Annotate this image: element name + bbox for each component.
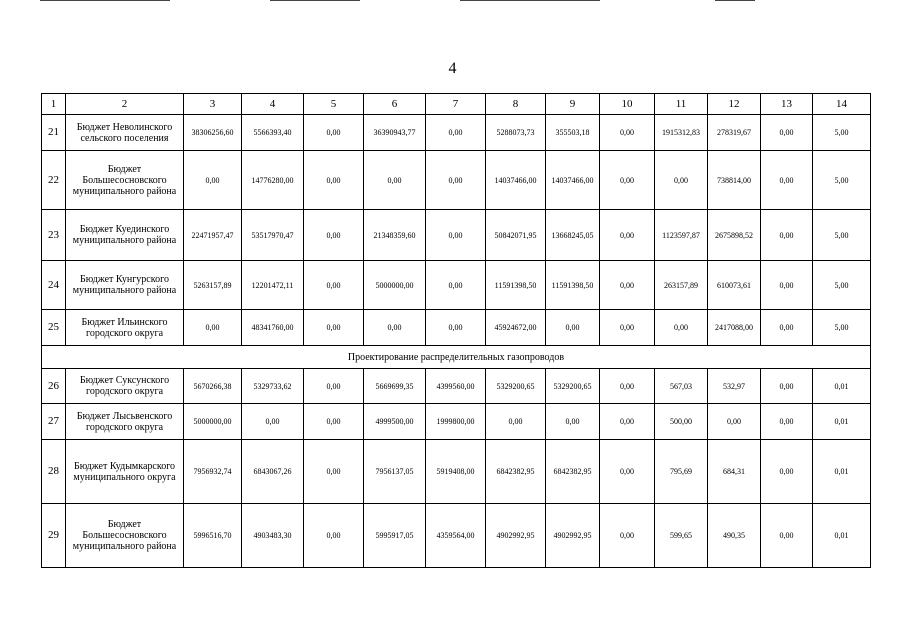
value-cell: 14037466,00 bbox=[486, 151, 546, 210]
scan-rule bbox=[270, 0, 360, 1]
column-header: 11 bbox=[655, 94, 708, 115]
value-cell: 0,00 bbox=[761, 404, 813, 440]
value-cell: 0,00 bbox=[761, 261, 813, 310]
value-cell: 263157,89 bbox=[655, 261, 708, 310]
value-cell: 6843067,26 bbox=[242, 440, 304, 504]
recipient-cell: Бюджет Большесосновского муниципального района bbox=[66, 504, 184, 568]
value-cell: 7956137,05 bbox=[364, 440, 426, 504]
recipient-cell: Бюджет Ильинского городского округа bbox=[66, 310, 184, 346]
value-cell: 13668245,05 bbox=[546, 210, 600, 261]
value-cell: 0,00 bbox=[761, 310, 813, 346]
row-number-cell: 22 bbox=[42, 151, 66, 210]
column-header: 6 bbox=[364, 94, 426, 115]
value-cell: 5000000,00 bbox=[184, 404, 242, 440]
value-cell: 4399560,00 bbox=[426, 369, 486, 404]
value-cell: 0,00 bbox=[655, 310, 708, 346]
table-row bbox=[42, 261, 871, 310]
value-cell: 5329733,62 bbox=[242, 369, 304, 404]
value-cell: 0,00 bbox=[426, 261, 486, 310]
value-cell: 5669699,35 bbox=[364, 369, 426, 404]
section-row bbox=[42, 346, 871, 369]
value-cell: 5566393,40 bbox=[242, 115, 304, 151]
value-cell: 0,00 bbox=[600, 440, 655, 504]
value-cell: 12201472,11 bbox=[242, 261, 304, 310]
value-cell: 0,00 bbox=[304, 151, 364, 210]
value-cell: 0,00 bbox=[600, 151, 655, 210]
value-cell: 0,00 bbox=[486, 404, 546, 440]
value-cell: 4902992,95 bbox=[546, 504, 600, 568]
value-cell: 1999800,00 bbox=[426, 404, 486, 440]
recipient-cell: Бюджет Суксунского городского округа bbox=[66, 369, 184, 404]
value-cell: 5000000,00 bbox=[364, 261, 426, 310]
value-cell: 0,00 bbox=[761, 210, 813, 261]
value-cell: 5995917,05 bbox=[364, 504, 426, 568]
value-cell: 500,00 bbox=[655, 404, 708, 440]
value-cell: 5329200,65 bbox=[546, 369, 600, 404]
column-header: 9 bbox=[546, 94, 600, 115]
table-row bbox=[42, 369, 871, 404]
table-row bbox=[42, 151, 871, 210]
value-cell: 5670266,38 bbox=[184, 369, 242, 404]
value-cell: 0,00 bbox=[761, 151, 813, 210]
column-header: 7 bbox=[426, 94, 486, 115]
page-number: 4 bbox=[448, 60, 457, 77]
value-cell: 0,00 bbox=[304, 504, 364, 568]
value-cell: 567,03 bbox=[655, 369, 708, 404]
recipient-cell: Бюджет Неволинского сельского поселения bbox=[66, 115, 184, 151]
value-cell: 0,01 bbox=[813, 440, 871, 504]
row-number-cell: 25 bbox=[42, 310, 66, 346]
value-cell: 5996516,70 bbox=[184, 504, 242, 568]
column-header: 4 bbox=[242, 94, 304, 115]
value-cell: 0,00 bbox=[364, 310, 426, 346]
value-cell: 0,00 bbox=[304, 404, 364, 440]
recipient-cell: Бюджет Кудымкарского муниципального округа bbox=[66, 440, 184, 504]
value-cell: 4902992,95 bbox=[486, 504, 546, 568]
column-header: 8 bbox=[486, 94, 546, 115]
value-cell: 1915312,83 bbox=[655, 115, 708, 151]
column-header: 5 bbox=[304, 94, 364, 115]
scan-rule bbox=[40, 0, 170, 1]
value-cell: 738814,00 bbox=[708, 151, 761, 210]
value-cell: 0,00 bbox=[364, 151, 426, 210]
row-number-cell: 23 bbox=[42, 210, 66, 261]
scan-rule bbox=[715, 0, 755, 1]
value-cell: 0,00 bbox=[426, 115, 486, 151]
value-cell: 1123597,87 bbox=[655, 210, 708, 261]
table-row bbox=[42, 310, 871, 346]
column-header: 14 bbox=[813, 94, 871, 115]
table-row bbox=[42, 404, 871, 440]
value-cell: 5329200,65 bbox=[486, 369, 546, 404]
value-cell: 0,01 bbox=[813, 504, 871, 568]
value-cell: 21348359,60 bbox=[364, 210, 426, 261]
value-cell: 0,00 bbox=[546, 404, 600, 440]
value-cell: 610073,61 bbox=[708, 261, 761, 310]
value-cell: 0,00 bbox=[304, 210, 364, 261]
value-cell: 490,35 bbox=[708, 504, 761, 568]
value-cell: 795,69 bbox=[655, 440, 708, 504]
value-cell: 38306256,60 bbox=[184, 115, 242, 151]
table-body bbox=[42, 94, 871, 568]
budget-table bbox=[41, 93, 871, 568]
recipient-cell: Бюджет Кунгурского муниципального района bbox=[66, 261, 184, 310]
scan-rule bbox=[460, 0, 600, 1]
table-row bbox=[42, 115, 871, 151]
value-cell: 5,00 bbox=[813, 151, 871, 210]
row-number-cell: 28 bbox=[42, 440, 66, 504]
value-cell: 0,00 bbox=[304, 115, 364, 151]
value-cell: 6842382,95 bbox=[546, 440, 600, 504]
value-cell: 14776280,00 bbox=[242, 151, 304, 210]
value-cell: 0,00 bbox=[600, 115, 655, 151]
row-number-cell: 24 bbox=[42, 261, 66, 310]
value-cell: 0,00 bbox=[600, 210, 655, 261]
value-cell: 0,00 bbox=[426, 151, 486, 210]
value-cell: 5,00 bbox=[813, 310, 871, 346]
value-cell: 0,00 bbox=[655, 151, 708, 210]
value-cell: 0,00 bbox=[761, 369, 813, 404]
value-cell: 11591398,50 bbox=[546, 261, 600, 310]
value-cell: 0,00 bbox=[304, 440, 364, 504]
column-header: 1 bbox=[42, 94, 66, 115]
value-cell: 5263157,89 bbox=[184, 261, 242, 310]
row-number-cell: 26 bbox=[42, 369, 66, 404]
value-cell: 4999500,00 bbox=[364, 404, 426, 440]
value-cell: 5,00 bbox=[813, 210, 871, 261]
value-cell: 278319,67 bbox=[708, 115, 761, 151]
table-row bbox=[42, 504, 871, 568]
value-cell: 0,00 bbox=[426, 210, 486, 261]
value-cell: 0,00 bbox=[304, 261, 364, 310]
table-row bbox=[42, 210, 871, 261]
value-cell: 48341760,00 bbox=[242, 310, 304, 346]
recipient-cell: Бюджет Куединского муниципального района bbox=[66, 210, 184, 261]
value-cell: 5,00 bbox=[813, 115, 871, 151]
row-number-cell: 21 bbox=[42, 115, 66, 151]
value-cell: 0,00 bbox=[761, 115, 813, 151]
value-cell: 4903483,30 bbox=[242, 504, 304, 568]
recipient-cell: Бюджет Лысьвенского городского округа bbox=[66, 404, 184, 440]
value-cell: 0,01 bbox=[813, 404, 871, 440]
column-header: 3 bbox=[184, 94, 242, 115]
value-cell: 0,00 bbox=[426, 310, 486, 346]
value-cell: 5288073,73 bbox=[486, 115, 546, 151]
value-cell: 0,00 bbox=[761, 440, 813, 504]
value-cell: 599,65 bbox=[655, 504, 708, 568]
row-number-cell: 27 bbox=[42, 404, 66, 440]
value-cell: 0,00 bbox=[600, 404, 655, 440]
value-cell: 36390943,77 bbox=[364, 115, 426, 151]
value-cell: 5919408,00 bbox=[426, 440, 486, 504]
column-header: 13 bbox=[761, 94, 813, 115]
column-header: 2 bbox=[66, 94, 184, 115]
value-cell: 0,00 bbox=[600, 369, 655, 404]
value-cell: 0,00 bbox=[600, 310, 655, 346]
row-number-cell: 29 bbox=[42, 504, 66, 568]
table-row bbox=[42, 440, 871, 504]
value-cell: 0,00 bbox=[184, 151, 242, 210]
value-cell: 0,00 bbox=[304, 310, 364, 346]
value-cell: 0,00 bbox=[708, 404, 761, 440]
value-cell: 0,00 bbox=[242, 404, 304, 440]
value-cell: 355503,18 bbox=[546, 115, 600, 151]
value-cell: 14037466,00 bbox=[546, 151, 600, 210]
value-cell: 0,01 bbox=[813, 369, 871, 404]
value-cell: 6842382,95 bbox=[486, 440, 546, 504]
value-cell: 4359564,00 bbox=[426, 504, 486, 568]
value-cell: 2417088,00 bbox=[708, 310, 761, 346]
value-cell: 0,00 bbox=[304, 369, 364, 404]
value-cell: 0,00 bbox=[546, 310, 600, 346]
value-cell: 2675898,52 bbox=[708, 210, 761, 261]
value-cell: 0,00 bbox=[184, 310, 242, 346]
column-header: 10 bbox=[600, 94, 655, 115]
column-header: 12 bbox=[708, 94, 761, 115]
recipient-cell: Бюджет Большесосновского муниципального района bbox=[66, 151, 184, 210]
value-cell: 532,97 bbox=[708, 369, 761, 404]
value-cell: 5,00 bbox=[813, 261, 871, 310]
value-cell: 7956932,74 bbox=[184, 440, 242, 504]
value-cell: 22471957,47 bbox=[184, 210, 242, 261]
value-cell: 0,00 bbox=[600, 261, 655, 310]
value-cell: 684,31 bbox=[708, 440, 761, 504]
value-cell: 0,00 bbox=[600, 504, 655, 568]
value-cell: 0,00 bbox=[761, 504, 813, 568]
value-cell: 50842071,95 bbox=[486, 210, 546, 261]
header-row bbox=[42, 94, 871, 115]
value-cell: 11591398,50 bbox=[486, 261, 546, 310]
value-cell: 45924672,00 bbox=[486, 310, 546, 346]
section-title: Проектирование распределительных газопроводов bbox=[42, 346, 871, 369]
value-cell: 53517970,47 bbox=[242, 210, 304, 261]
